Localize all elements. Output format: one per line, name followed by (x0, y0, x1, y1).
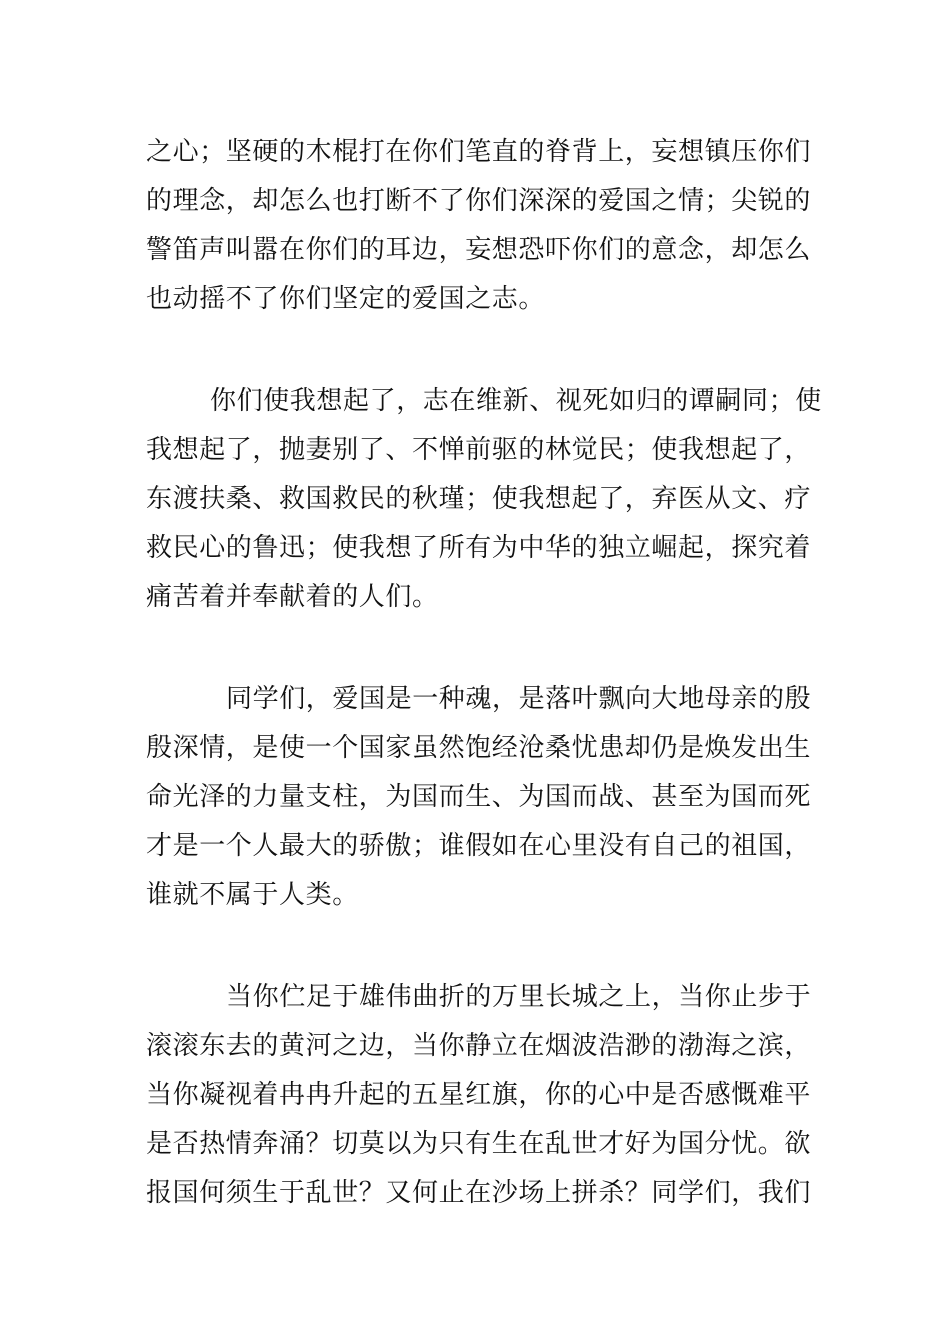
paragraph-4 (146, 973, 812, 1218)
text-line: 的理念，却怎么也打断不了你们深深的爱国之情；尖锐的 (146, 186, 812, 216)
text-line: 痛苦着并奉献着的人们。 (146, 582, 439, 612)
text-line: 命光泽的力量支柱，为国而生、为国而战、甚至为国而死 (146, 782, 812, 812)
text-line: 我想起了，抛妻别了、不惮前驱的林觉民；使我想起了， (146, 435, 812, 465)
document-body (146, 128, 822, 1218)
text-line: 报国何须生于乱世？又何止在沙场上拼杀？同学们，我们 (146, 1178, 812, 1208)
paragraph-1 (146, 128, 812, 324)
text-line: 同学们，爱国是一种魂，是落叶飘向大地母亲的殷 (226, 684, 812, 714)
paragraph-3 (146, 675, 812, 920)
text-line: 警笛声叫嚣在你们的耳边，妄想恐吓你们的意念，却怎么 (146, 235, 812, 265)
text-line: 当你凝视着冉冉升起的五星红旗，你的心中是否感慨难平 (146, 1080, 812, 1110)
text-line: 滚滚东去的黄河之边，当你静立在烟波浩渺的渤海之滨， (146, 1031, 812, 1061)
text-line: 也动摇不了你们坚定的爱国之志。 (146, 284, 546, 314)
text-line: 之心；坚硬的木棍打在你们笔直的脊背上，妄想镇压你们 (146, 137, 812, 167)
paragraph-spacer (146, 920, 806, 973)
paragraph-spacer (146, 622, 806, 675)
text-line: 东渡扶桑、救国救民的秋瑾；使我想起了，弃医从文、疗 (146, 484, 812, 514)
paragraph-2 (146, 377, 822, 622)
text-line: 殷深情，是使一个国家虽然饱经沧桑忧患却仍是焕发出生 (146, 733, 812, 763)
text-line: 谁就不属于人类。 (146, 880, 359, 910)
paragraph-spacer (146, 324, 806, 377)
text-line: 你们使我想起了，志在维新、视死如归的谭嗣同；使 (210, 386, 822, 416)
text-line: 才是一个人最大的骄傲；谁假如在心里没有自己的祖国， (146, 831, 812, 861)
text-line: 是否热情奔涌？切莫以为只有生在乱世才好为国分忧。欲 (146, 1129, 812, 1159)
text-line: 救民心的鲁迅；使我想了所有为中华的独立崛起，探究着 (146, 533, 812, 563)
text-line: 当你伫足于雄伟曲折的万里长城之上，当你止步于 (226, 982, 812, 1012)
